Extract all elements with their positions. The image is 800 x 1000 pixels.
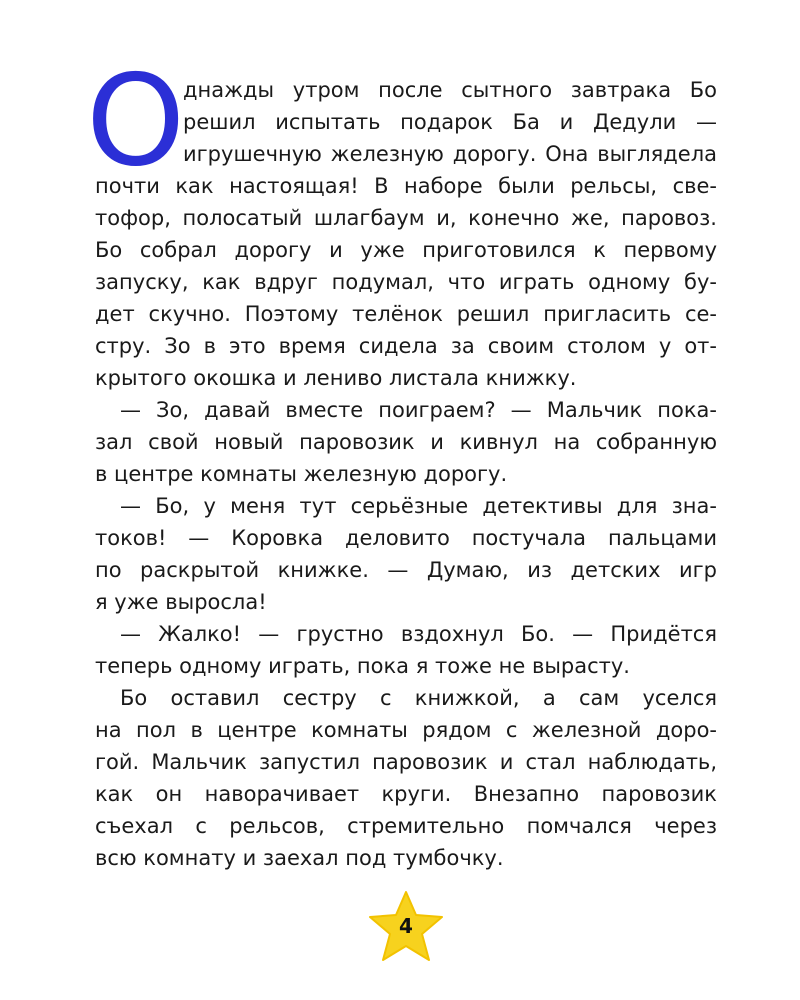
text-line: теперь одному играть, пока я тоже не вырасту. xyxy=(95,654,630,678)
text-line: крытого окошка и лениво листала книжку. xyxy=(95,366,577,390)
text-line: гой. Мальчик запустил паровозик и стал наблюдать, xyxy=(95,750,717,774)
page-number-badge xyxy=(366,890,446,966)
text-line: почти как настоящая! В наборе были рельсы, све- xyxy=(95,174,717,198)
text-line: решил испытать подарок Ба и Дедули — xyxy=(183,110,717,134)
text-line: игрушечную железную дорогу. Она выглядела xyxy=(183,142,717,166)
text-line: я уже выросла! xyxy=(95,590,267,614)
page-number: 4 xyxy=(399,914,413,938)
text-line: запуску, как вдруг подумал, что играть одному бу- xyxy=(95,270,717,294)
text-line: Бо оставил сестру с книжкой, а сам уселся xyxy=(120,686,717,710)
text-line: по раскрытой книжке. — Думаю, из детских игр xyxy=(95,558,717,582)
text-line: зал свой новый паровозик и кивнул на собранную xyxy=(95,430,717,454)
story-text xyxy=(95,74,717,874)
text-line: — Бо, у меня тут серьёзные детективы для зна- xyxy=(120,494,717,518)
text-line: — Зо, давай вместе поиграем? — Мальчик пока- xyxy=(120,398,717,422)
text-line: на пол в центре комнаты рядом с железной доро- xyxy=(95,718,717,742)
drop-cap-letter: О xyxy=(86,47,186,194)
text-line: тофор, полосатый шлагбаум и, конечно же, паровоз. xyxy=(95,206,717,230)
text-line: дет скучно. Поэтому телёнок решил пригласить се- xyxy=(95,302,717,326)
text-line: Бо собрал дорогу и уже приготовился к первому xyxy=(95,238,717,262)
text-line: стру. Зо в это время сидела за своим столом у от- xyxy=(95,334,717,358)
text-line: как он наворачивает круги. Внезапно паровозик xyxy=(95,782,717,806)
text-line: токов! — Коровка деловито постучала пальцами xyxy=(95,526,717,550)
text-line: съехал с рельсов, стремительно помчался через xyxy=(95,814,717,838)
text-line: днажды утром после сытного завтрака Бо xyxy=(183,78,717,102)
text-line: — Жалко! — грустно вздохнул Бо. — Придётся xyxy=(120,622,717,646)
text-line: всю комнату и заехал под тумбочку. xyxy=(95,846,504,870)
text-line: в центре комнаты железную дорогу. xyxy=(95,462,508,486)
